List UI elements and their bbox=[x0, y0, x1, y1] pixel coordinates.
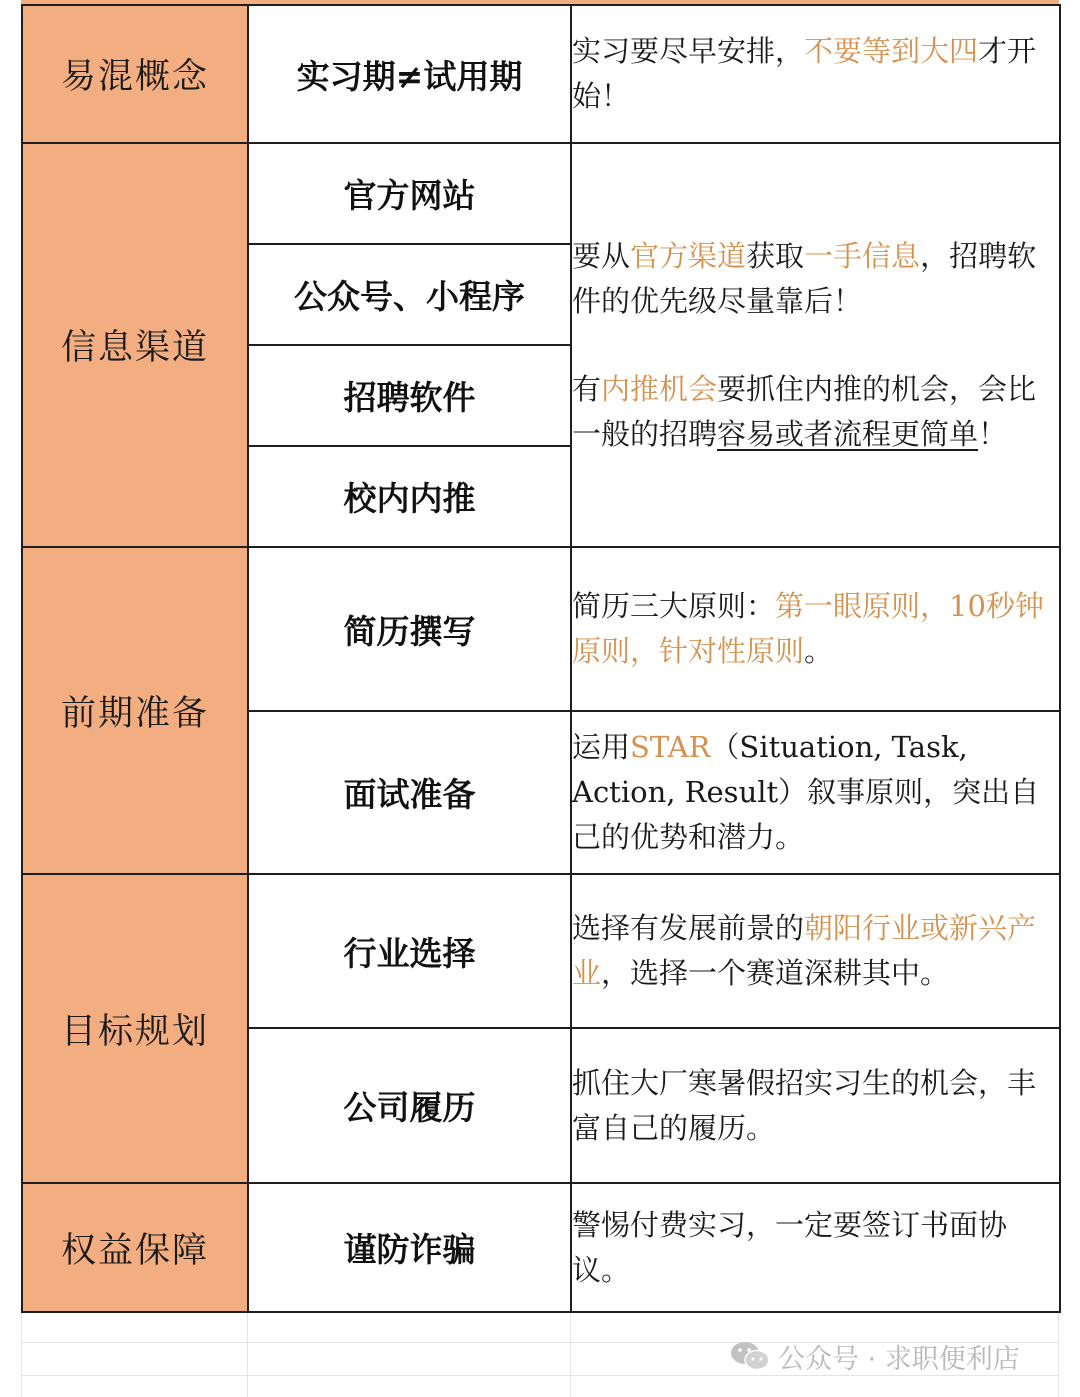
highlight-text: 不要等到大四 bbox=[804, 34, 979, 68]
subcategory-cell: 招聘软件 bbox=[248, 345, 571, 446]
description-cell bbox=[571, 143, 1060, 547]
description-text: 选择有发展前景的朝阳行业或新兴产业，选择一个赛道深耕其中。 bbox=[572, 911, 1037, 990]
description-cell bbox=[571, 547, 1060, 711]
table-row bbox=[22, 547, 1060, 711]
description-text: 运用STAR（Situation, Task, Action, Result）叙事原则，突出自己的优势和潜力。 bbox=[572, 730, 1040, 854]
category-cell: 信息渠道 bbox=[22, 143, 248, 547]
subcategory-cell: 谨防诈骗 bbox=[248, 1183, 571, 1312]
subcategory-cell: 行业选择 bbox=[248, 874, 571, 1028]
highlight-text: 一手信息 bbox=[804, 238, 921, 273]
internship-guide-table bbox=[21, 4, 1061, 1313]
category-cell: 目标规划 bbox=[22, 874, 248, 1183]
description-cell bbox=[571, 1183, 1060, 1312]
table-row bbox=[22, 1183, 1060, 1312]
gridline bbox=[1058, 1313, 1059, 1397]
table-row bbox=[22, 143, 1060, 244]
highlight-text: 朝阳行业或新兴产业 bbox=[572, 911, 1037, 990]
gridline bbox=[247, 1313, 248, 1397]
highlight-text: STAR bbox=[630, 730, 711, 764]
subcategory-cell: 公众号、小程序 bbox=[248, 244, 571, 345]
subcategory-cell: 公司履历 bbox=[248, 1028, 571, 1183]
description-cell bbox=[571, 5, 1060, 143]
highlight-text: 官方渠道 bbox=[630, 238, 747, 273]
category-cell: 前期准备 bbox=[22, 547, 248, 874]
highlight-text: 内推机会 bbox=[601, 371, 718, 406]
table-row bbox=[22, 874, 1060, 1028]
category-cell: 权益保障 bbox=[22, 1183, 248, 1312]
watermark-text: 公众号 · 求职便利店 bbox=[778, 1343, 1020, 1375]
gridline bbox=[570, 1313, 571, 1397]
subcategory-cell: 简历撰写 bbox=[248, 547, 571, 711]
description-cell bbox=[571, 874, 1060, 1028]
description-text: 警惕付费实习，一定要签订书面协议。 bbox=[572, 1207, 1008, 1287]
description-cell bbox=[571, 711, 1060, 874]
highlight-text: 第一眼原则，10秒钟原则，针对性原则 bbox=[572, 589, 1044, 668]
description-cell bbox=[571, 1028, 1060, 1183]
wechat-icon bbox=[728, 1338, 772, 1374]
description-text: 抓住大厂寒暑假招实习生的机会，丰富自己的履历。 bbox=[572, 1065, 1037, 1145]
subcategory-cell: 官方网站 bbox=[248, 143, 571, 244]
subcategory-cell: 面试准备 bbox=[248, 711, 571, 874]
description-text: 实习要尽早安排，不要等到大四才开始！ bbox=[572, 34, 1037, 113]
table-row bbox=[22, 5, 1060, 143]
gridline bbox=[21, 1313, 22, 1397]
description-text: 有内推机会要抓住内推的机会，会比一般的招聘容易或者流程更简单！ bbox=[572, 371, 1037, 451]
subcategory-cell: 校内内推 bbox=[248, 446, 571, 547]
description-text: 简历三大原则：第一眼原则，10秒钟原则，针对性原则。 bbox=[572, 589, 1044, 668]
description-text: 要从官方渠道获取一手信息，招聘软件的优先级尽量靠后！ bbox=[572, 238, 1037, 318]
category-cell: 易混概念 bbox=[22, 5, 248, 143]
subcategory-cell: 实习期≠试用期 bbox=[248, 5, 571, 143]
underlined-text: 容易或者流程更简单 bbox=[717, 416, 979, 451]
watermark bbox=[728, 1336, 1020, 1376]
